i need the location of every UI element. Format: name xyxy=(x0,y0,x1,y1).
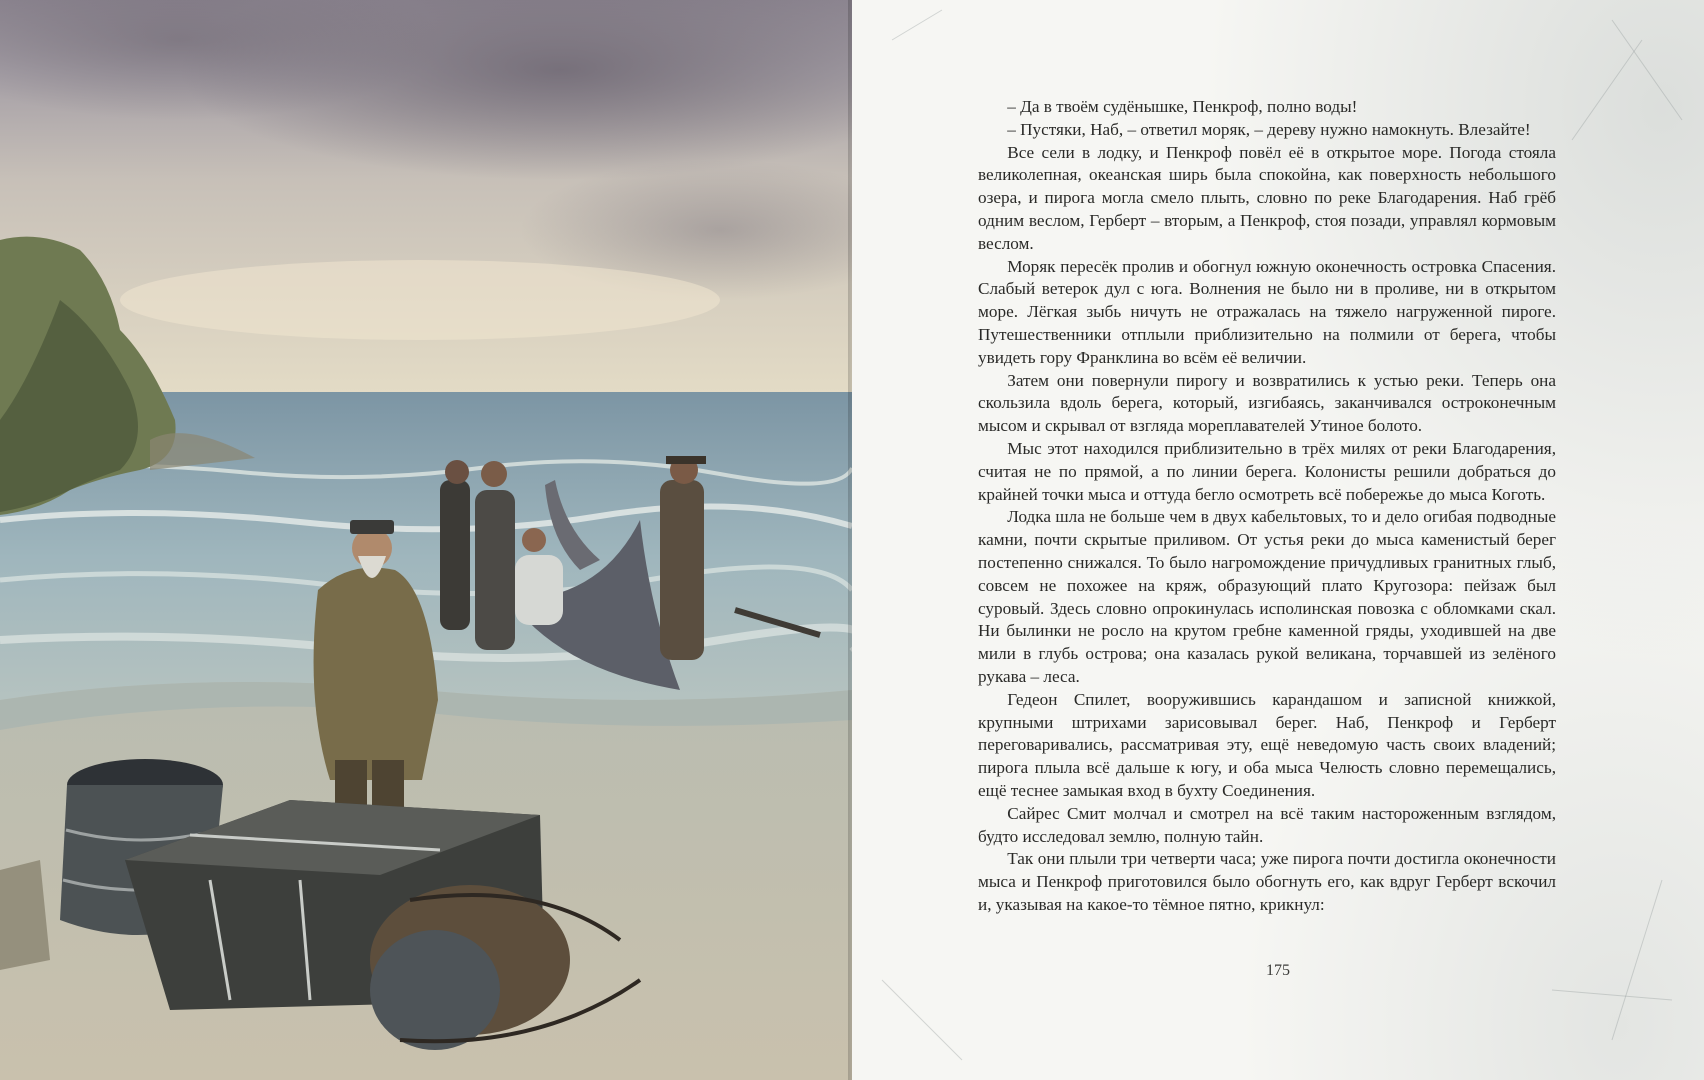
page-body xyxy=(978,96,1556,917)
paragraph: Моряк пересёк пролив и обогнул южную оконечность островка Спасения. Слабый ветерок дул с юга. Волнения не было ни в проливе, ни в открытом море. Лёгкая зыбь ничуть не отражалась на тяжело нагруженной пироге. Путешественники отплыли приблизительно на полмили от берега, чтобы увидеть гору Франклина во всём её величии. xyxy=(978,256,1556,367)
paragraph: Гедеон Спилет, вооружившись карандашом и записной книжкой, крупными штрихами зарисовывал берег. Наб, Пенкроф и Герберт переговаривались, рассматривая эту, ещё неведомую часть своих владений; пирога плыла всё дальше к югу, и оба мыса Челюсть словно перемещались, ещё теснее замыкая вход в бухту Соединения. xyxy=(978,689,1556,800)
page-number: 175 xyxy=(1266,962,1290,979)
paragraph: Все сели в лодку, и Пенкроф повёл её в открытое море. Погода стояла великолепная, океанская ширь была спокойна, как поверхность небольшого озера, и пирога могла смело плыть, словно по реке Благодарения. Наб грёб одним веслом, Герберт – вторым, а Пенкроф, стоя позади, управлял кормовым веслом. xyxy=(978,142,1556,253)
paragraph: Лодка шла не больше чем в двух кабельтовых, то и дело огибая подводные камни, почти скрытые приливом. От устья реки до мыса каменистый берег постепенно снижался. То было нагромождение причудливых гранитных глыб, совсем не похожее на кряж, образующий плато Кругозора: пейзаж был суровый. Здесь словно опрокинулась исполинская повозка с обломками скал. Ни былинки не росло на крутом гребне каменной гряды, уходившей на две мили в глубь острова; она казалась рукой великана, торчавшей из зелёного рукава – леса. xyxy=(978,507,1556,686)
cloud xyxy=(120,260,720,340)
text-page xyxy=(852,0,1704,1080)
paragraph: Так они плыли три четверти часа; уже пирога почти достигла оконечности мыса и Пенкроф приготовился было обогнуть его, как вдруг Герберт вскочил и, указывая на какое-то тёмное пятно, крикнул: xyxy=(978,849,1556,914)
dialogue-line: – Да в твоём судёнышке, Пенкроф, полно воды! xyxy=(1007,97,1358,116)
paragraph: Сайрес Смит молчал и смотрел на всё таким настороженным взглядом, будто исследовал землю, полную тайн. xyxy=(978,803,1556,846)
dialogue-line: – Пустяки, Наб, – ответил моряк, – дереву нужно намокнуть. Влезайте! xyxy=(1007,119,1531,139)
paragraph: Затем они повернули пирогу и возвратились к устью реки. Теперь она скользила вдоль берега, который, изгибаясь, заканчивался остроконечным мысом и скрывал от взгляда мореплавателей Утиное болото. xyxy=(978,370,1556,436)
paragraph: Мыс этот находился приблизительно в трёх милях от реки Благодарения, считая не по прямой, а по линии берега. Колонисты решили добраться до крайней точки мыса и оттуда бегло осмотреть всё побережье до мыса Коготь. xyxy=(978,438,1556,504)
